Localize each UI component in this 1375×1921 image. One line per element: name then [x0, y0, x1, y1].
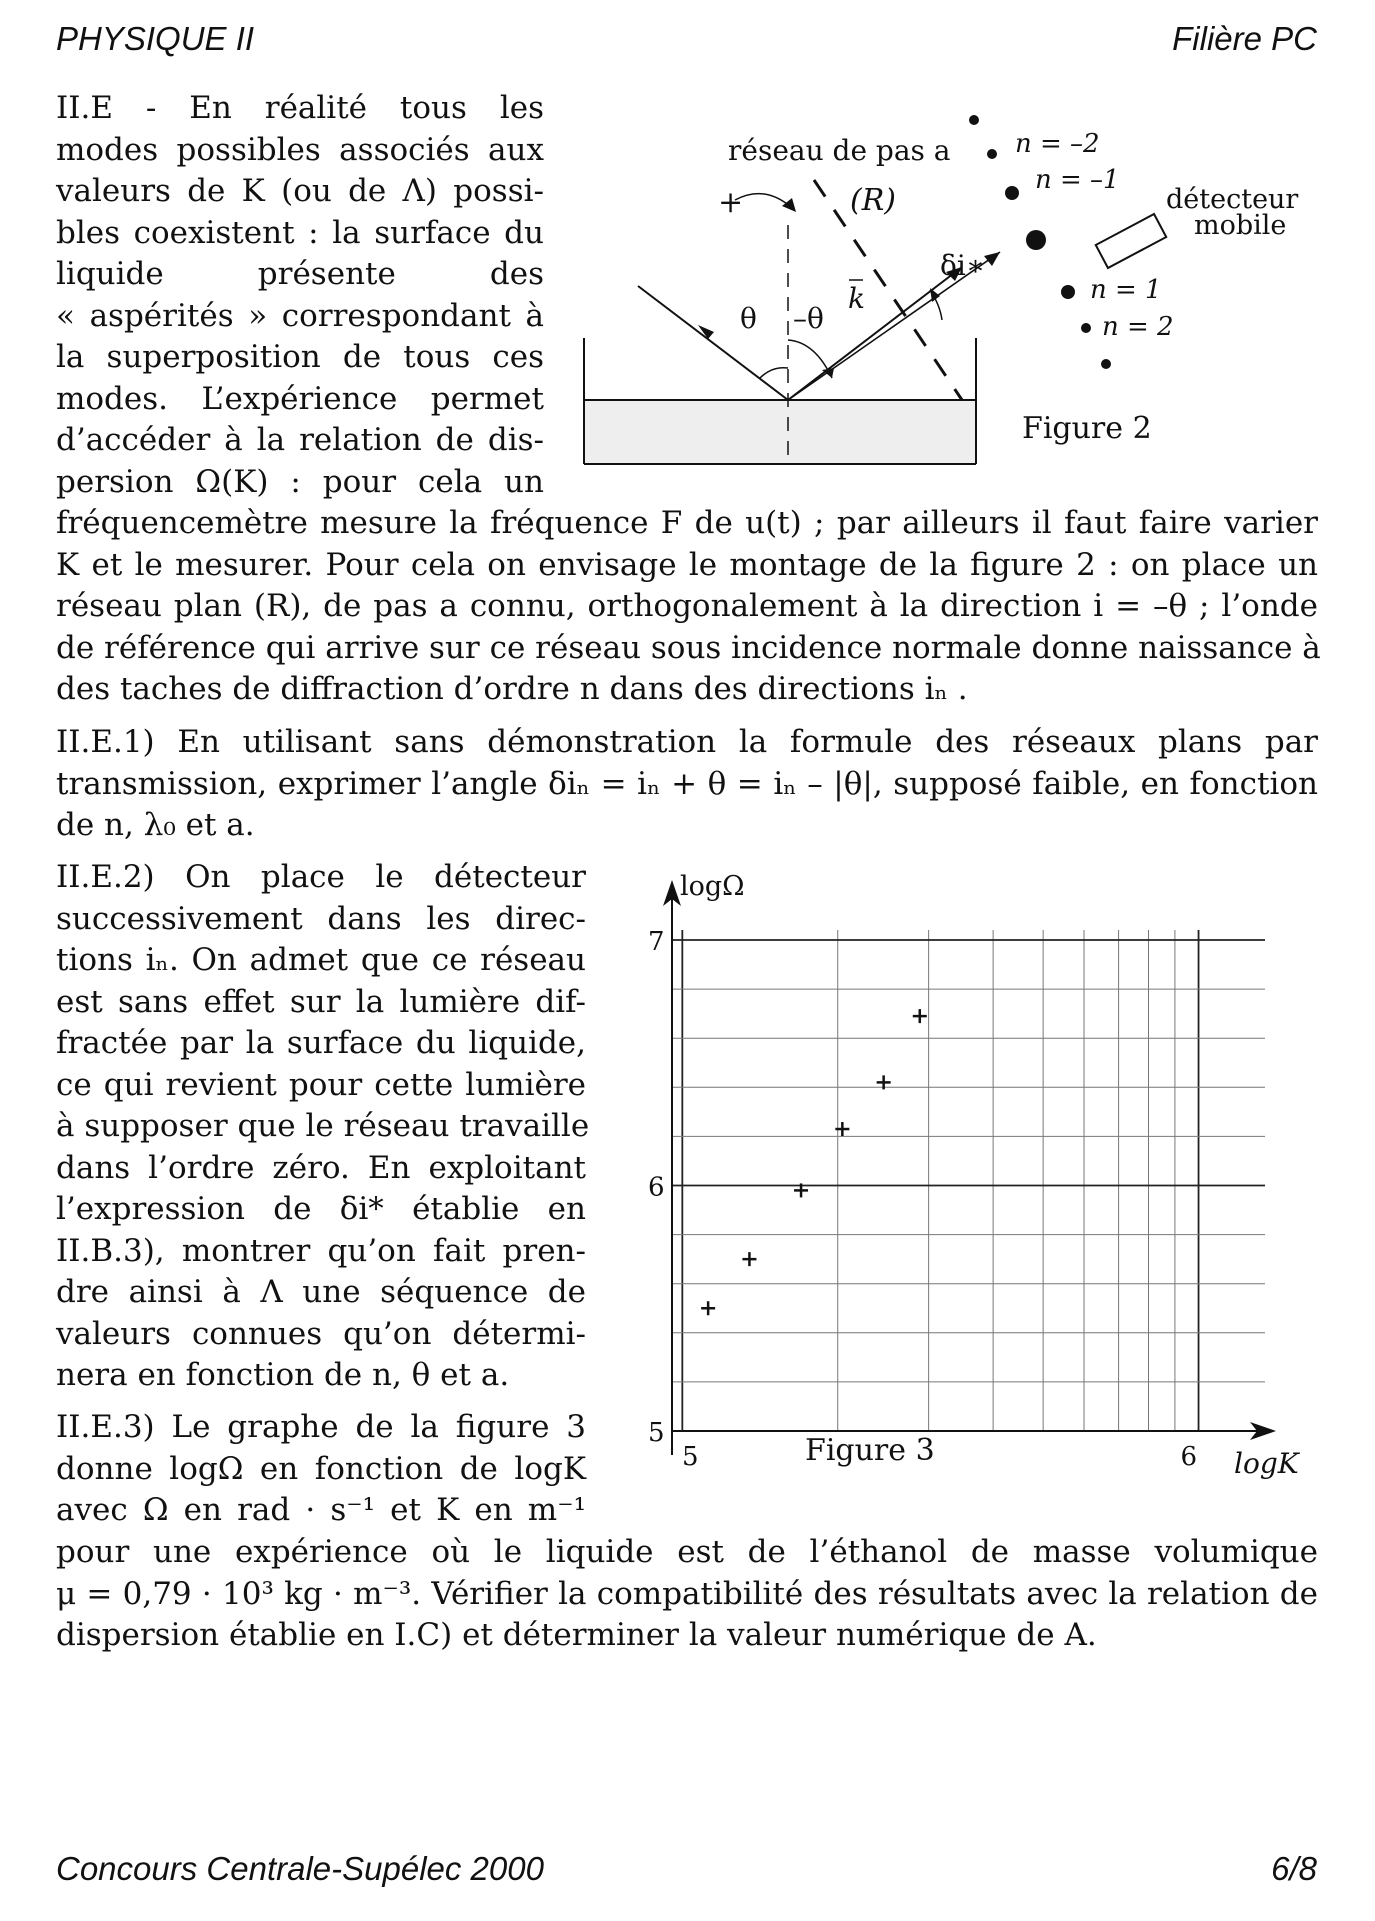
page-footer-left: Concours Centrale-Supélec 2000 — [56, 1850, 544, 1887]
chart-points — [701, 1009, 927, 1315]
delta-i-label: δi∗ — [940, 249, 985, 282]
text-line: des taches de diffraction d’ordre n dans des directions iₙ . — [56, 671, 968, 707]
text-line: dispersion établie en I.C) et déterminer la valeur numérique de A. — [56, 1617, 1097, 1653]
question-iie2 — [56, 857, 590, 1397]
text-line: transmission, exprimer l’angle δiₙ = iₙ + θ = iₙ – |θ|, supposé faible, en fonction — [56, 765, 1318, 802]
page-header-right: Filière PC — [1172, 20, 1317, 57]
order-label: n = 2 — [1102, 312, 1174, 342]
order-label: n = –1 — [1035, 165, 1120, 195]
text-line: d’accéder à la relation de dis- — [56, 422, 544, 458]
text-line: valeurs connues qu’on détermi- — [56, 1315, 586, 1352]
theta-label: θ — [740, 302, 757, 335]
question-iie3-full — [56, 1532, 1318, 1657]
data-point — [701, 1301, 715, 1315]
text-line: dans l’ordre zéro. En exploitant — [56, 1149, 586, 1186]
text-line: ce qui revient pour cette lumière — [56, 1066, 586, 1103]
text-line: tions iₙ. On admet que ce réseau — [56, 942, 586, 978]
diffracted-arrowhead — [984, 252, 1000, 266]
rotation-arrowhead — [782, 198, 796, 212]
text-line: de n, λ₀ et a. — [56, 807, 255, 843]
text-line: μ = 0,79 · 10³ kg · m⁻³. Vérifier la compatibilité des résultats avec la relation de — [56, 1575, 1318, 1612]
order-dot-zero — [1026, 230, 1046, 250]
text-line: l’expression de δi* établie en — [56, 1191, 586, 1227]
order-dot — [1101, 359, 1111, 369]
question-iie1 — [56, 722, 1318, 847]
text-line: valeurs de K (ou de Λ) possi- — [56, 173, 544, 209]
order-dot — [987, 149, 997, 159]
order-dot — [1005, 186, 1019, 200]
text-line: liquide présente des — [56, 256, 544, 292]
text-line: dre ainsi à Λ une séquence de — [56, 1274, 586, 1310]
order-dot — [1081, 323, 1091, 333]
figure-3 — [600, 860, 1340, 1480]
text-line: fractée par la surface du liquide, — [56, 1025, 586, 1061]
y-axis-label: logΩ — [680, 871, 745, 902]
data-point — [913, 1009, 927, 1023]
chart-ticks — [648, 927, 1197, 1472]
text-line: à supposer que le réseau travaille — [56, 1108, 590, 1144]
y-tick-label: 5 — [648, 1418, 665, 1448]
figure-3-caption: Figure 3 — [805, 1433, 935, 1468]
text-line: persion Ω(K) : pour cela un — [56, 463, 544, 500]
order-label: n = –2 — [1015, 129, 1100, 159]
text-line: nera en fonction de n, θ et a. — [56, 1357, 510, 1393]
page-header-left: PHYSIQUE II — [56, 20, 255, 57]
section-iie-full — [56, 503, 1321, 711]
text-line: modes possibles associés aux — [56, 131, 544, 168]
question-iie3-narrow — [56, 1407, 586, 1532]
text-line: II.E.2) On place le détecteur — [56, 859, 586, 895]
x-axis-label: logK — [1234, 1447, 1299, 1480]
text-line: fréquencemètre mesure la fréquence F de u(t) ; par ailleurs il faut faire varier — [56, 505, 1318, 541]
y-tick-label: 6 — [648, 1172, 665, 1203]
text-line: avec Ω en rad · s⁻¹ et K en m⁻¹ — [56, 1492, 586, 1528]
x-tick-label: 6 — [1180, 1442, 1198, 1472]
theta-arc — [760, 368, 788, 378]
detector-label: mobile — [1194, 210, 1287, 241]
y-tick-label: 7 — [648, 927, 665, 957]
text-line: est sans effet sur la lumière dif- — [56, 983, 586, 1020]
order-dot — [1061, 285, 1075, 299]
section-iie-narrow — [56, 88, 544, 503]
text-line: bles coexistent : la surface du — [56, 214, 544, 251]
minus-theta-label: –θ — [793, 302, 824, 335]
grating-label: réseau de pas a — [728, 134, 951, 167]
text-line: donne logΩ en fonction de logK — [56, 1450, 586, 1487]
text-line: de référence qui arrive sur ce réseau sous incidence normale donne naissance à — [56, 629, 1321, 666]
incident-ray — [638, 286, 788, 400]
text-line: successivement dans les direc- — [56, 900, 586, 937]
detector-box — [1096, 214, 1166, 268]
plus-sign: + — [718, 185, 744, 220]
chart-grid — [672, 930, 1265, 1431]
detector-label: détecteur — [1166, 184, 1299, 215]
chart-axes — [663, 880, 1276, 1455]
text-line: II.E - En réalité tous les — [56, 90, 544, 126]
text-line: réseau plan (R), de pas a connu, orthogonalement à la direction i = –θ ; l’onde — [56, 588, 1318, 624]
data-point — [742, 1252, 756, 1266]
k-vector-label: k — [848, 282, 865, 315]
x-tick-label: 5 — [682, 1442, 699, 1472]
figure-2 — [570, 100, 1330, 500]
page-footer-right: 6/8 — [1271, 1850, 1317, 1887]
grating-name: (R) — [850, 183, 896, 218]
figure-2-caption: Figure 2 — [1022, 411, 1152, 446]
text-line: II.B.3), montrer qu’on fait pren- — [56, 1232, 586, 1269]
text-line: la superposition de tous ces — [56, 339, 544, 375]
liquid-surface — [584, 400, 976, 464]
text-line: K et le mesurer. Pour cela on envisage le montage de la figure 2 : on place un — [56, 546, 1318, 583]
text-line: « aspérités » correspondant à — [56, 297, 544, 334]
text-line: modes. L’expérience permet — [56, 380, 544, 417]
text-line: II.E.3) Le graphe de la figure 3 — [56, 1409, 586, 1445]
text-line: pour une expérience où le liquide est de l’éthanol de masse volumique — [56, 1534, 1318, 1570]
text-line: II.E.1) En utilisant sans démonstration la formule des réseaux plans par — [56, 724, 1318, 760]
order-dot — [969, 115, 979, 125]
order-label: n = 1 — [1090, 275, 1162, 305]
